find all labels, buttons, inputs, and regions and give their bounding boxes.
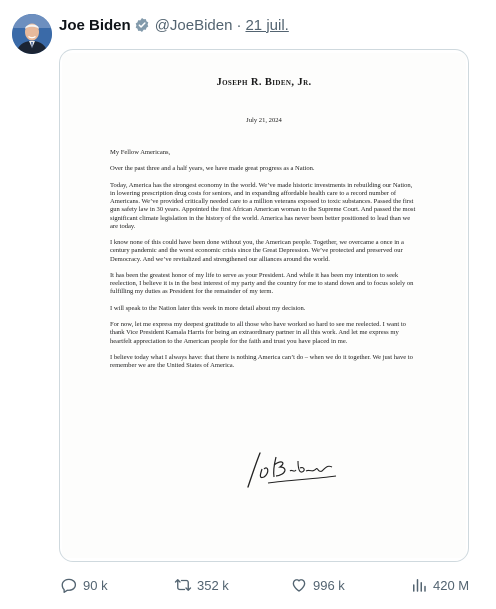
- tweet-date-link[interactable]: 21 juil.: [245, 16, 289, 34]
- author-name[interactable]: Joe Biden: [59, 16, 131, 34]
- author-handle[interactable]: @JoeBiden: [154, 16, 233, 34]
- letter-paragraph-4: It has been the greatest honor of my life to serve as your President. And while it has been my intention to seek reelection, I believe it is in the best interest of my party and the country for me to stand down and to focus solely on fulfilling my duties as President for the remainder of my term.: [110, 271, 414, 296]
- retweet-button[interactable]: [174, 574, 229, 596]
- heart-icon: [290, 576, 308, 594]
- attached-image[interactable]: [59, 49, 469, 562]
- letter-paragraph-5: I will speak to the Nation later this week in more detail about my decision.: [110, 304, 306, 312]
- letter-paragraph-1: Over the past three and a half years, we have made great progress as a Nation.: [110, 165, 315, 173]
- reply-count: 90 k: [83, 577, 108, 593]
- letter-paragraph-6: For now, let me express my deepest gratitude to all those who have worked so hard to see me reelected. I want to thank Vice President Kamala Harris for being an extraordinary partner in all this work. And let me express my heartfelt appreciation to the American people for the faith and trust you have placed in me.: [110, 321, 406, 345]
- letter-document: [62, 53, 466, 558]
- letter-paragraph-2: Today, America has the strongest economy in the world. We’ve made historic investments in rebuilding our Nation, in lowering prescription drug costs for seniors, and in expanding affordable health care to a record number of Americans. We’ve provided critically needed care to a million veterans exposed to toxic substances. Passed the first gun safety law in 30 years. Appointed the first African American woman to the Supreme Court. And passed the most significant climate legislation in the history of the world. America has never been better positioned to lead than we are today.: [110, 181, 416, 230]
- avatar[interactable]: [12, 14, 52, 54]
- letter-paragraph-3: I know none of this could have been done without you, the American people. Together, we overcame a once in a century pandemic and the worst economic crisis since the Great Depression. We’ve protected and preserved our Democracy. And we’ve revitalized and strengthened our alliances around the world.: [110, 239, 404, 263]
- letter-body: [110, 149, 416, 379]
- retweet-count: 352 k: [197, 577, 229, 593]
- views-count: 420 M: [433, 577, 470, 593]
- avatar-photo: [12, 14, 52, 54]
- views-icon: [410, 576, 428, 594]
- letter-date: July 21, 2024: [246, 117, 282, 124]
- letter-salutation: My Fellow Americans,: [110, 149, 171, 156]
- letter-paragraph-7: I believe today what I always have: that there is nothing America can’t do – when we do it together. We just have to remember we are the United States of America.: [110, 353, 413, 370]
- reply-button[interactable]: [60, 574, 108, 596]
- verified-badge-icon[interactable]: [134, 17, 150, 33]
- tweet-action-bar: [60, 574, 484, 596]
- handwritten-signature: [240, 447, 352, 493]
- like-count: 996 k: [313, 577, 345, 593]
- separator-dot: ·: [236, 16, 242, 34]
- tweet-header: [59, 15, 289, 35]
- letterhead: Joseph R. Biden, Jr.: [216, 77, 312, 88]
- views-button[interactable]: [410, 574, 469, 596]
- like-button[interactable]: [290, 574, 345, 596]
- reply-icon: [60, 576, 78, 594]
- retweet-icon: [174, 576, 192, 594]
